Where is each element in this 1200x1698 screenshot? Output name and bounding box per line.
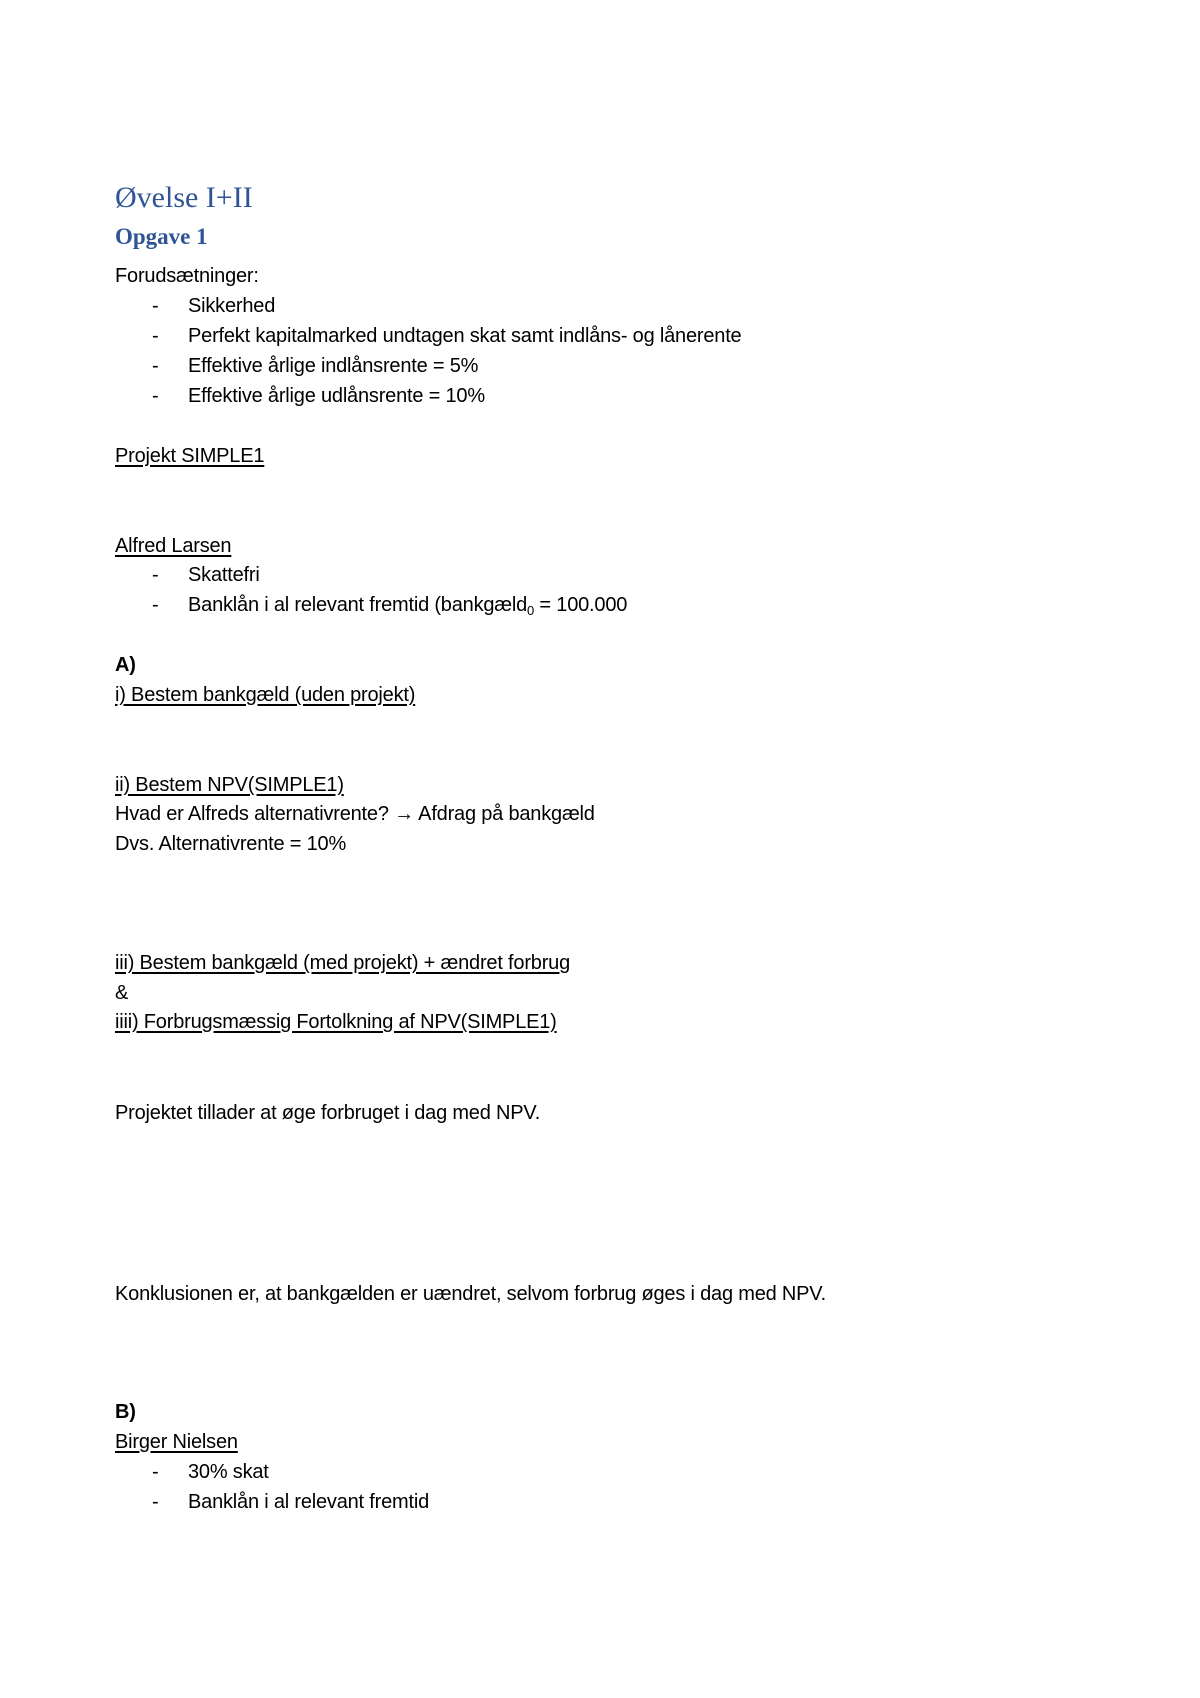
list-item: - 30% skat <box>152 1461 269 1483</box>
alfred-heading: Alfred Larsen <box>115 535 232 557</box>
question-ii: ii) Bestem NPV(SIMPLE1) <box>115 774 344 796</box>
list-item: - Banklån i al relevant fremtid <box>152 1491 429 1513</box>
ampersand: & <box>115 982 129 1004</box>
arrow-icon: → <box>394 803 414 825</box>
alternative-rate-question: Hvad er Alfreds alternativrente? → Afdrag på bankgæld <box>115 803 595 825</box>
page-subtitle: Opgave 1 <box>115 224 208 249</box>
list-item: - Perfekt kapitalmarked undtagen skat samt indlåns- og lånerente <box>152 325 742 347</box>
interpretation-text: Projektet tillader at øge forbruget i dag med NPV. <box>115 1102 541 1124</box>
alternative-rate-answer: Dvs. Alternativrente = 10% <box>115 833 347 855</box>
conclusion-text: Konklusionen er, at bankgælden er uændret, selvom forbrug øges i dag med NPV. <box>115 1283 826 1305</box>
list-item: - Skattefri <box>152 564 260 586</box>
section-b-label: B) <box>115 1401 136 1423</box>
birger-heading: Birger Nielsen <box>115 1431 238 1453</box>
page-title: Øvelse I+II <box>115 181 253 214</box>
assumptions-heading: Forudsætninger: <box>115 265 259 287</box>
question-iiii: iiii) Forbrugsmæssig Fortolkning af NPV(SIMPLE1) <box>115 1011 557 1033</box>
list-item: - Sikkerhed <box>152 295 276 317</box>
list-item: - Effektive årlige udlånsrente = 10% <box>152 385 485 407</box>
list-item: - Effektive årlige indlånsrente = 5% <box>152 355 479 377</box>
subscript: 0 <box>527 603 535 618</box>
list-item: - Banklån i al relevant fremtid (bankgæld$_0$ = 100.000 <box>152 594 628 618</box>
question-iii: iii) Bestem bankgæld (med projekt) + ændret forbrug <box>115 952 571 974</box>
question-i: i) Bestem bankgæld (uden projekt) <box>115 684 416 706</box>
section-a-label: A) <box>115 654 136 676</box>
project-heading: Projekt SIMPLE1 <box>115 445 265 467</box>
